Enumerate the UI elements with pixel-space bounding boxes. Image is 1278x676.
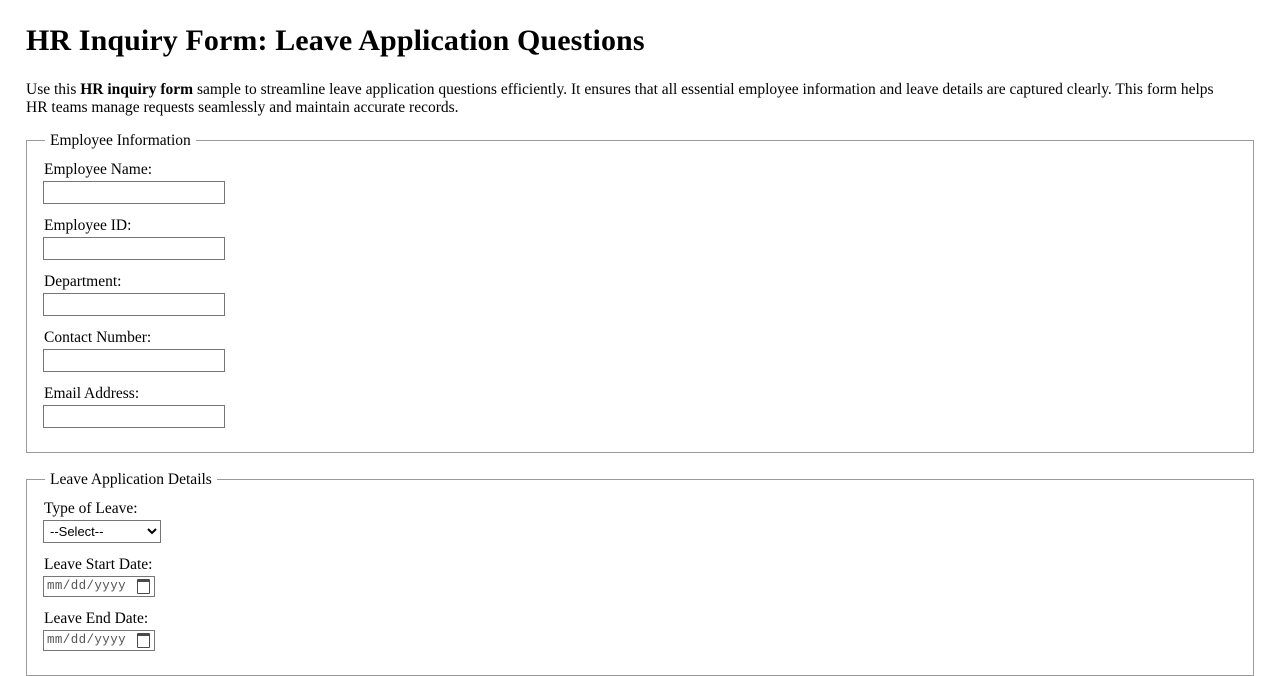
label-email-address: Email Address:	[44, 384, 140, 402]
label-leave-end-date: Leave End Date:	[44, 609, 149, 627]
contact-number-input[interactable]	[43, 349, 225, 372]
field-email-address	[43, 384, 1237, 428]
employee-information-section	[26, 132, 1254, 453]
calendar-icon[interactable]	[137, 579, 150, 594]
leave-end-date-value: mm/dd/yyyy	[47, 633, 127, 647]
label-employee-id: Employee ID:	[44, 216, 132, 234]
intro-paragraph	[26, 81, 1224, 118]
leave-start-date-value: mm/dd/yyyy	[47, 579, 127, 593]
label-leave-start-date: Leave Start Date:	[44, 555, 153, 573]
field-type-of-leave	[43, 499, 1237, 543]
label-department: Department:	[44, 272, 122, 290]
field-employee-name	[43, 160, 1237, 204]
intro-text-bold: HR inquiry form	[80, 80, 194, 98]
calendar-icon[interactable]	[137, 633, 150, 648]
field-contact-number	[43, 328, 1237, 372]
field-leave-start-date	[43, 555, 1237, 597]
employee-name-input[interactable]	[43, 181, 225, 204]
intro-text-post: sample to streamline leave application questions efficiently. It ensures that all essential employee information and leave details are captured clearly. This form helps HR teams manage requests seamlessly and maintain accurate records.	[26, 80, 1214, 116]
leave-start-date-input[interactable]	[43, 576, 155, 597]
field-leave-end-date	[43, 609, 1237, 651]
field-employee-id	[43, 216, 1237, 260]
leave-end-date-input[interactable]	[43, 630, 155, 651]
label-employee-name: Employee Name:	[44, 160, 153, 178]
label-type-of-leave: Type of Leave:	[44, 499, 138, 517]
page-title: HR Inquiry Form: Leave Application Questions	[26, 24, 645, 57]
employee-information-legend: Employee Information	[50, 131, 191, 149]
email-address-input[interactable]	[43, 405, 225, 428]
employee-id-input[interactable]	[43, 237, 225, 260]
type-of-leave-select[interactable]	[43, 520, 161, 543]
label-contact-number: Contact Number:	[44, 328, 152, 346]
field-department	[43, 272, 1237, 316]
department-input[interactable]	[43, 293, 225, 316]
intro-text-pre: Use this	[26, 80, 81, 98]
leave-application-details-section	[26, 471, 1254, 676]
leave-application-details-legend: Leave Application Details	[50, 470, 212, 488]
